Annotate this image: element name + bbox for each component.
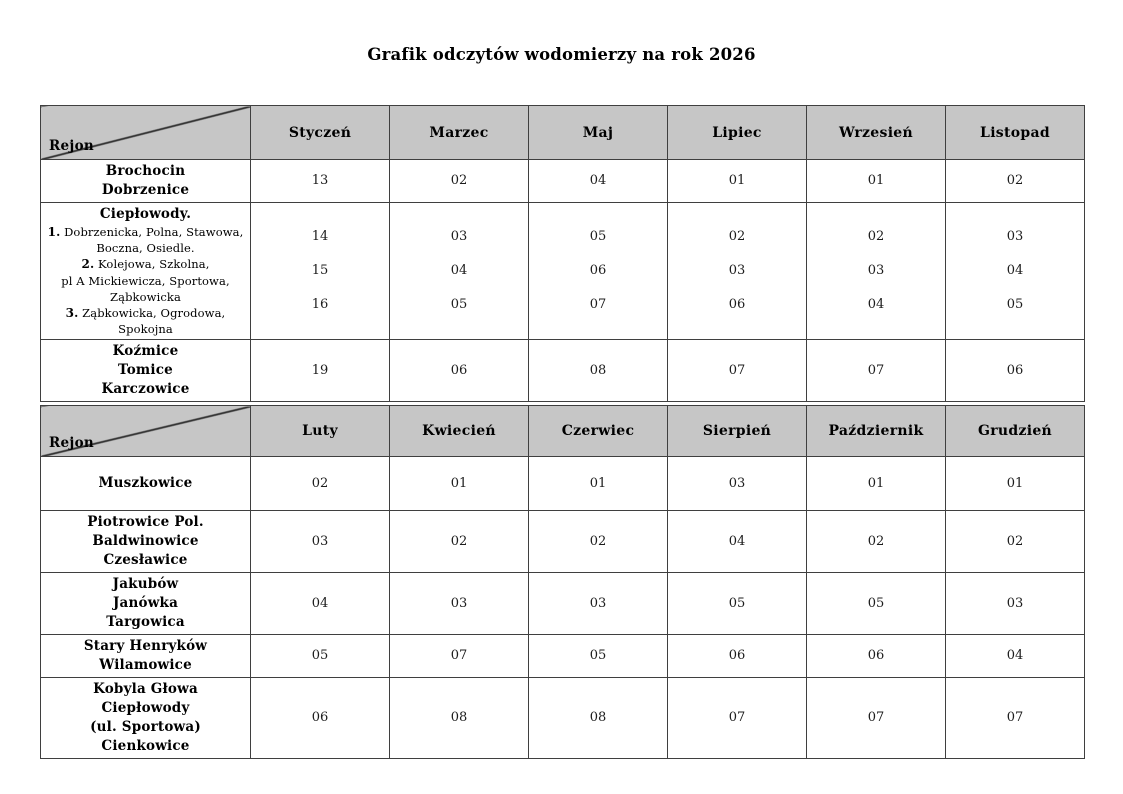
reading-day: 16 bbox=[311, 297, 329, 313]
month-header: Marzec bbox=[390, 106, 529, 160]
value-cell bbox=[251, 340, 390, 402]
region-line-text: pl A Mickiewicza, Sportowa, bbox=[61, 273, 230, 288]
reading-day: 07 bbox=[589, 297, 607, 313]
value-stack bbox=[390, 172, 528, 190]
value-cell bbox=[251, 160, 390, 203]
value-stack bbox=[946, 228, 1084, 314]
value-stack bbox=[251, 228, 389, 314]
region-cell bbox=[41, 635, 251, 678]
region-line-bold: Jakubów bbox=[112, 576, 179, 593]
region-cell bbox=[41, 573, 251, 635]
region-line-bold: Dobrzenice bbox=[101, 182, 190, 198]
region-line bbox=[45, 240, 246, 256]
reading-day: 06 bbox=[867, 648, 885, 664]
table-row bbox=[41, 457, 1085, 511]
region-line bbox=[45, 321, 246, 337]
region-line bbox=[45, 256, 246, 272]
region-line-bold: Baldwinowice bbox=[92, 533, 199, 550]
value-stack bbox=[251, 172, 389, 190]
reading-day: 03 bbox=[1006, 595, 1024, 611]
reading-day: 07 bbox=[728, 710, 746, 726]
region-line bbox=[45, 680, 246, 699]
month-header: Styczeń bbox=[251, 106, 390, 160]
region-line bbox=[45, 551, 246, 570]
month-header: Listopad bbox=[946, 106, 1085, 160]
region-line bbox=[45, 613, 246, 632]
reading-day: 03 bbox=[450, 229, 468, 245]
value-stack bbox=[251, 595, 389, 613]
value-cell bbox=[529, 203, 668, 340]
value-cell bbox=[251, 457, 390, 511]
value-cell bbox=[251, 511, 390, 573]
value-stack bbox=[946, 475, 1084, 493]
region-line bbox=[45, 699, 246, 718]
value-stack bbox=[807, 228, 945, 314]
reading-day: 06 bbox=[728, 648, 746, 664]
value-stack bbox=[251, 362, 389, 380]
value-cell bbox=[529, 511, 668, 573]
value-stack bbox=[807, 709, 945, 727]
value-stack bbox=[807, 595, 945, 613]
region-line-bold: Janówka bbox=[112, 595, 179, 612]
region-line bbox=[45, 273, 246, 289]
value-cell bbox=[807, 678, 946, 759]
reading-day: 01 bbox=[867, 475, 885, 491]
table-row bbox=[41, 678, 1085, 759]
region-cell bbox=[41, 340, 251, 402]
value-stack bbox=[251, 709, 389, 727]
header-row bbox=[41, 106, 1085, 160]
month-header: Październik bbox=[807, 406, 946, 457]
region-line bbox=[45, 513, 246, 532]
value-stack bbox=[529, 362, 667, 380]
value-stack bbox=[529, 595, 667, 613]
reading-day: 06 bbox=[450, 362, 468, 378]
value-cell bbox=[946, 635, 1085, 678]
value-stack bbox=[529, 172, 667, 190]
value-cell bbox=[390, 340, 529, 402]
region-cell bbox=[41, 203, 251, 340]
value-cell bbox=[668, 160, 807, 203]
value-stack bbox=[251, 475, 389, 493]
month-header: Kwiecień bbox=[390, 406, 529, 457]
value-stack bbox=[251, 647, 389, 665]
value-cell bbox=[251, 678, 390, 759]
value-stack bbox=[807, 475, 945, 493]
value-cell bbox=[529, 573, 668, 635]
reading-day: 04 bbox=[867, 297, 885, 313]
region-line-bold: Wilamowice bbox=[99, 657, 192, 674]
table-body bbox=[41, 160, 1085, 402]
header-row bbox=[41, 406, 1085, 457]
value-stack bbox=[807, 647, 945, 665]
value-stack bbox=[946, 172, 1084, 190]
region-line-bold: Ciepłowody. bbox=[99, 206, 192, 222]
reading-day: 03 bbox=[1006, 229, 1024, 245]
region-line-text: Ząbkowicka, Ogrodowa, bbox=[78, 306, 226, 321]
value-stack bbox=[529, 647, 667, 665]
value-cell bbox=[251, 635, 390, 678]
reading-day: 03 bbox=[867, 263, 885, 279]
value-cell bbox=[529, 340, 668, 402]
reading-day: 05 bbox=[311, 648, 329, 664]
rejon-corner-cell bbox=[41, 106, 251, 160]
reading-day: 01 bbox=[589, 475, 607, 491]
table-row bbox=[41, 573, 1085, 635]
value-cell bbox=[668, 635, 807, 678]
value-cell bbox=[946, 573, 1085, 635]
reading-day: 03 bbox=[589, 595, 607, 611]
region-line-bold: Koźmice bbox=[112, 343, 179, 360]
value-stack bbox=[946, 647, 1084, 665]
month-header: Wrzesień bbox=[807, 106, 946, 160]
value-cell bbox=[946, 457, 1085, 511]
reading-day: 01 bbox=[450, 475, 468, 491]
reading-day: 03 bbox=[728, 263, 746, 279]
reading-day: 04 bbox=[450, 263, 468, 279]
table-row bbox=[41, 203, 1085, 340]
schedule-tables bbox=[40, 105, 1085, 759]
region-line bbox=[45, 656, 246, 675]
reading-day: 14 bbox=[311, 229, 329, 245]
value-stack bbox=[807, 362, 945, 380]
region-line bbox=[45, 361, 246, 380]
region-line-bold: Brochocin bbox=[105, 163, 186, 179]
region-cell bbox=[41, 160, 251, 203]
value-stack bbox=[946, 709, 1084, 727]
region-line-bold: 2. bbox=[81, 257, 95, 272]
value-stack bbox=[946, 595, 1084, 613]
region-line-bold: Ciepłowody bbox=[101, 700, 190, 717]
reading-day: 06 bbox=[589, 263, 607, 279]
region-line-bold: Targowica bbox=[106, 614, 185, 631]
region-line bbox=[45, 718, 246, 737]
schedule-table-odd-months bbox=[40, 105, 1085, 402]
value-cell bbox=[668, 511, 807, 573]
region-line bbox=[45, 474, 246, 493]
value-cell bbox=[807, 203, 946, 340]
value-stack bbox=[529, 709, 667, 727]
value-stack bbox=[529, 475, 667, 493]
reading-day: 01 bbox=[1006, 475, 1024, 491]
region-cell bbox=[41, 457, 251, 511]
region-line bbox=[45, 162, 246, 181]
value-stack bbox=[390, 475, 528, 493]
reading-day: 19 bbox=[311, 362, 329, 378]
reading-day: 07 bbox=[728, 362, 746, 378]
value-cell bbox=[668, 457, 807, 511]
reading-day: 03 bbox=[311, 533, 329, 549]
value-cell bbox=[529, 635, 668, 678]
region-line bbox=[45, 380, 246, 399]
region-cell bbox=[41, 678, 251, 759]
value-cell bbox=[807, 635, 946, 678]
region-line-bold: 3. bbox=[65, 306, 79, 321]
reading-day: 02 bbox=[867, 229, 885, 245]
reading-day: 02 bbox=[728, 229, 746, 245]
reading-day: 03 bbox=[450, 595, 468, 611]
value-stack bbox=[390, 595, 528, 613]
value-stack bbox=[946, 362, 1084, 380]
region-line-text: Dobrzenicka, Polna, Stawowa, bbox=[60, 225, 244, 239]
region-line bbox=[45, 305, 246, 321]
value-cell bbox=[390, 457, 529, 511]
region-line bbox=[45, 575, 246, 594]
reading-day: 04 bbox=[728, 533, 746, 549]
value-stack bbox=[668, 475, 806, 493]
value-cell bbox=[668, 203, 807, 340]
reading-day: 01 bbox=[728, 173, 746, 188]
region-line bbox=[45, 224, 246, 240]
region-line-text: Spokojna bbox=[118, 322, 173, 337]
reading-day: 02 bbox=[589, 533, 607, 549]
region-line-bold: Muszkowice bbox=[98, 475, 193, 492]
reading-day: 04 bbox=[311, 595, 329, 611]
region-line-bold: Tomice bbox=[118, 362, 173, 379]
month-header: Luty bbox=[251, 406, 390, 457]
reading-day: 02 bbox=[311, 475, 329, 491]
reading-day: 02 bbox=[450, 533, 468, 549]
table-row bbox=[41, 635, 1085, 678]
value-stack bbox=[668, 362, 806, 380]
region-line-bold: (ul. Sportowa) bbox=[90, 719, 201, 736]
value-cell bbox=[807, 573, 946, 635]
reading-day: 15 bbox=[311, 263, 329, 279]
month-header: Lipiec bbox=[668, 106, 807, 160]
reading-day: 06 bbox=[311, 710, 329, 726]
value-cell bbox=[946, 203, 1085, 340]
value-cell bbox=[390, 203, 529, 340]
value-cell bbox=[807, 511, 946, 573]
value-cell bbox=[668, 340, 807, 402]
value-cell bbox=[807, 160, 946, 203]
region-line-bold: 1. bbox=[47, 225, 61, 239]
value-stack bbox=[668, 533, 806, 551]
value-stack bbox=[529, 533, 667, 551]
region-line-text: Kolejowa, Szkolna, bbox=[94, 257, 210, 272]
value-cell bbox=[390, 678, 529, 759]
value-stack bbox=[390, 709, 528, 727]
reading-day: 07 bbox=[867, 362, 885, 378]
reading-day: 01 bbox=[867, 173, 885, 188]
value-stack bbox=[390, 647, 528, 665]
reading-day: 07 bbox=[450, 648, 468, 664]
table-header bbox=[41, 406, 1085, 457]
reading-day: 02 bbox=[1006, 173, 1024, 188]
value-stack bbox=[668, 172, 806, 190]
reading-day: 05 bbox=[450, 297, 468, 313]
value-cell bbox=[668, 573, 807, 635]
reading-day: 04 bbox=[1006, 263, 1024, 279]
region-line-bold: Stary Henryków bbox=[83, 638, 208, 655]
value-stack bbox=[529, 228, 667, 314]
reading-day: 05 bbox=[589, 229, 607, 245]
value-stack bbox=[668, 228, 806, 314]
value-stack bbox=[946, 533, 1084, 551]
region-line bbox=[45, 737, 246, 756]
month-header: Czerwiec bbox=[529, 406, 668, 457]
value-stack bbox=[668, 595, 806, 613]
table-row bbox=[41, 340, 1085, 402]
reading-day: 13 bbox=[311, 173, 329, 188]
reading-day: 04 bbox=[1006, 648, 1024, 664]
page-title: Grafik odczytów wodomierzy na rok 2026 bbox=[367, 45, 756, 64]
reading-day: 02 bbox=[867, 533, 885, 549]
region-line bbox=[45, 181, 246, 200]
schedule-table-even-months bbox=[40, 405, 1085, 759]
value-cell bbox=[946, 678, 1085, 759]
rejon-label: Rejon bbox=[49, 138, 95, 154]
month-header: Grudzień bbox=[946, 406, 1085, 457]
region-line bbox=[45, 342, 246, 361]
value-cell bbox=[946, 511, 1085, 573]
month-header: Sierpień bbox=[668, 406, 807, 457]
region-line bbox=[45, 205, 246, 224]
reading-day: 03 bbox=[728, 475, 746, 491]
reading-day: 08 bbox=[589, 710, 607, 726]
region-line-bold: Czesławice bbox=[103, 552, 188, 569]
value-stack bbox=[251, 533, 389, 551]
value-cell bbox=[251, 203, 390, 340]
table-row bbox=[41, 511, 1085, 573]
reading-day: 07 bbox=[1006, 710, 1024, 726]
reading-day: 08 bbox=[450, 710, 468, 726]
value-cell bbox=[529, 457, 668, 511]
value-stack bbox=[668, 709, 806, 727]
value-stack bbox=[390, 533, 528, 551]
value-stack bbox=[807, 533, 945, 551]
region-line-text: Boczna, Osiedle. bbox=[96, 241, 195, 256]
region-cell bbox=[41, 511, 251, 573]
reading-day: 05 bbox=[867, 595, 885, 611]
rejon-label: Rejon bbox=[49, 435, 95, 452]
value-cell bbox=[390, 573, 529, 635]
value-stack bbox=[668, 647, 806, 665]
value-cell bbox=[668, 678, 807, 759]
month-header: Maj bbox=[529, 106, 668, 160]
region-line bbox=[45, 594, 246, 613]
reading-day: 07 bbox=[867, 710, 885, 726]
table-row bbox=[41, 160, 1085, 203]
rejon-corner-cell bbox=[41, 406, 251, 457]
region-line-bold: Piotrowice Pol. bbox=[87, 514, 204, 531]
region-line-bold: Cienkowice bbox=[101, 738, 190, 755]
reading-day: 05 bbox=[589, 648, 607, 664]
value-cell bbox=[807, 457, 946, 511]
value-cell bbox=[529, 160, 668, 203]
table-header bbox=[41, 106, 1085, 160]
value-cell bbox=[390, 160, 529, 203]
value-stack bbox=[807, 172, 945, 190]
reading-day: 05 bbox=[728, 595, 746, 611]
value-cell bbox=[390, 511, 529, 573]
value-cell bbox=[529, 678, 668, 759]
region-line-bold: Karczowice bbox=[101, 381, 190, 398]
value-stack bbox=[390, 362, 528, 380]
value-cell bbox=[946, 340, 1085, 402]
value-cell bbox=[946, 160, 1085, 203]
region-line-text: Ząbkowicka bbox=[110, 289, 181, 304]
reading-day: 04 bbox=[589, 173, 607, 188]
table-body bbox=[41, 457, 1085, 759]
region-line-bold: Kobyla Głowa bbox=[93, 681, 198, 698]
value-stack bbox=[390, 228, 528, 314]
reading-day: 02 bbox=[1006, 533, 1024, 549]
reading-day: 02 bbox=[450, 173, 468, 188]
reading-day: 06 bbox=[1006, 362, 1024, 378]
reading-day: 05 bbox=[1006, 297, 1024, 313]
reading-day: 06 bbox=[728, 297, 746, 313]
value-cell bbox=[807, 340, 946, 402]
region-line bbox=[45, 289, 246, 305]
region-line bbox=[45, 637, 246, 656]
value-cell bbox=[390, 635, 529, 678]
region-line bbox=[45, 532, 246, 551]
value-cell bbox=[251, 573, 390, 635]
reading-day: 08 bbox=[589, 362, 607, 378]
